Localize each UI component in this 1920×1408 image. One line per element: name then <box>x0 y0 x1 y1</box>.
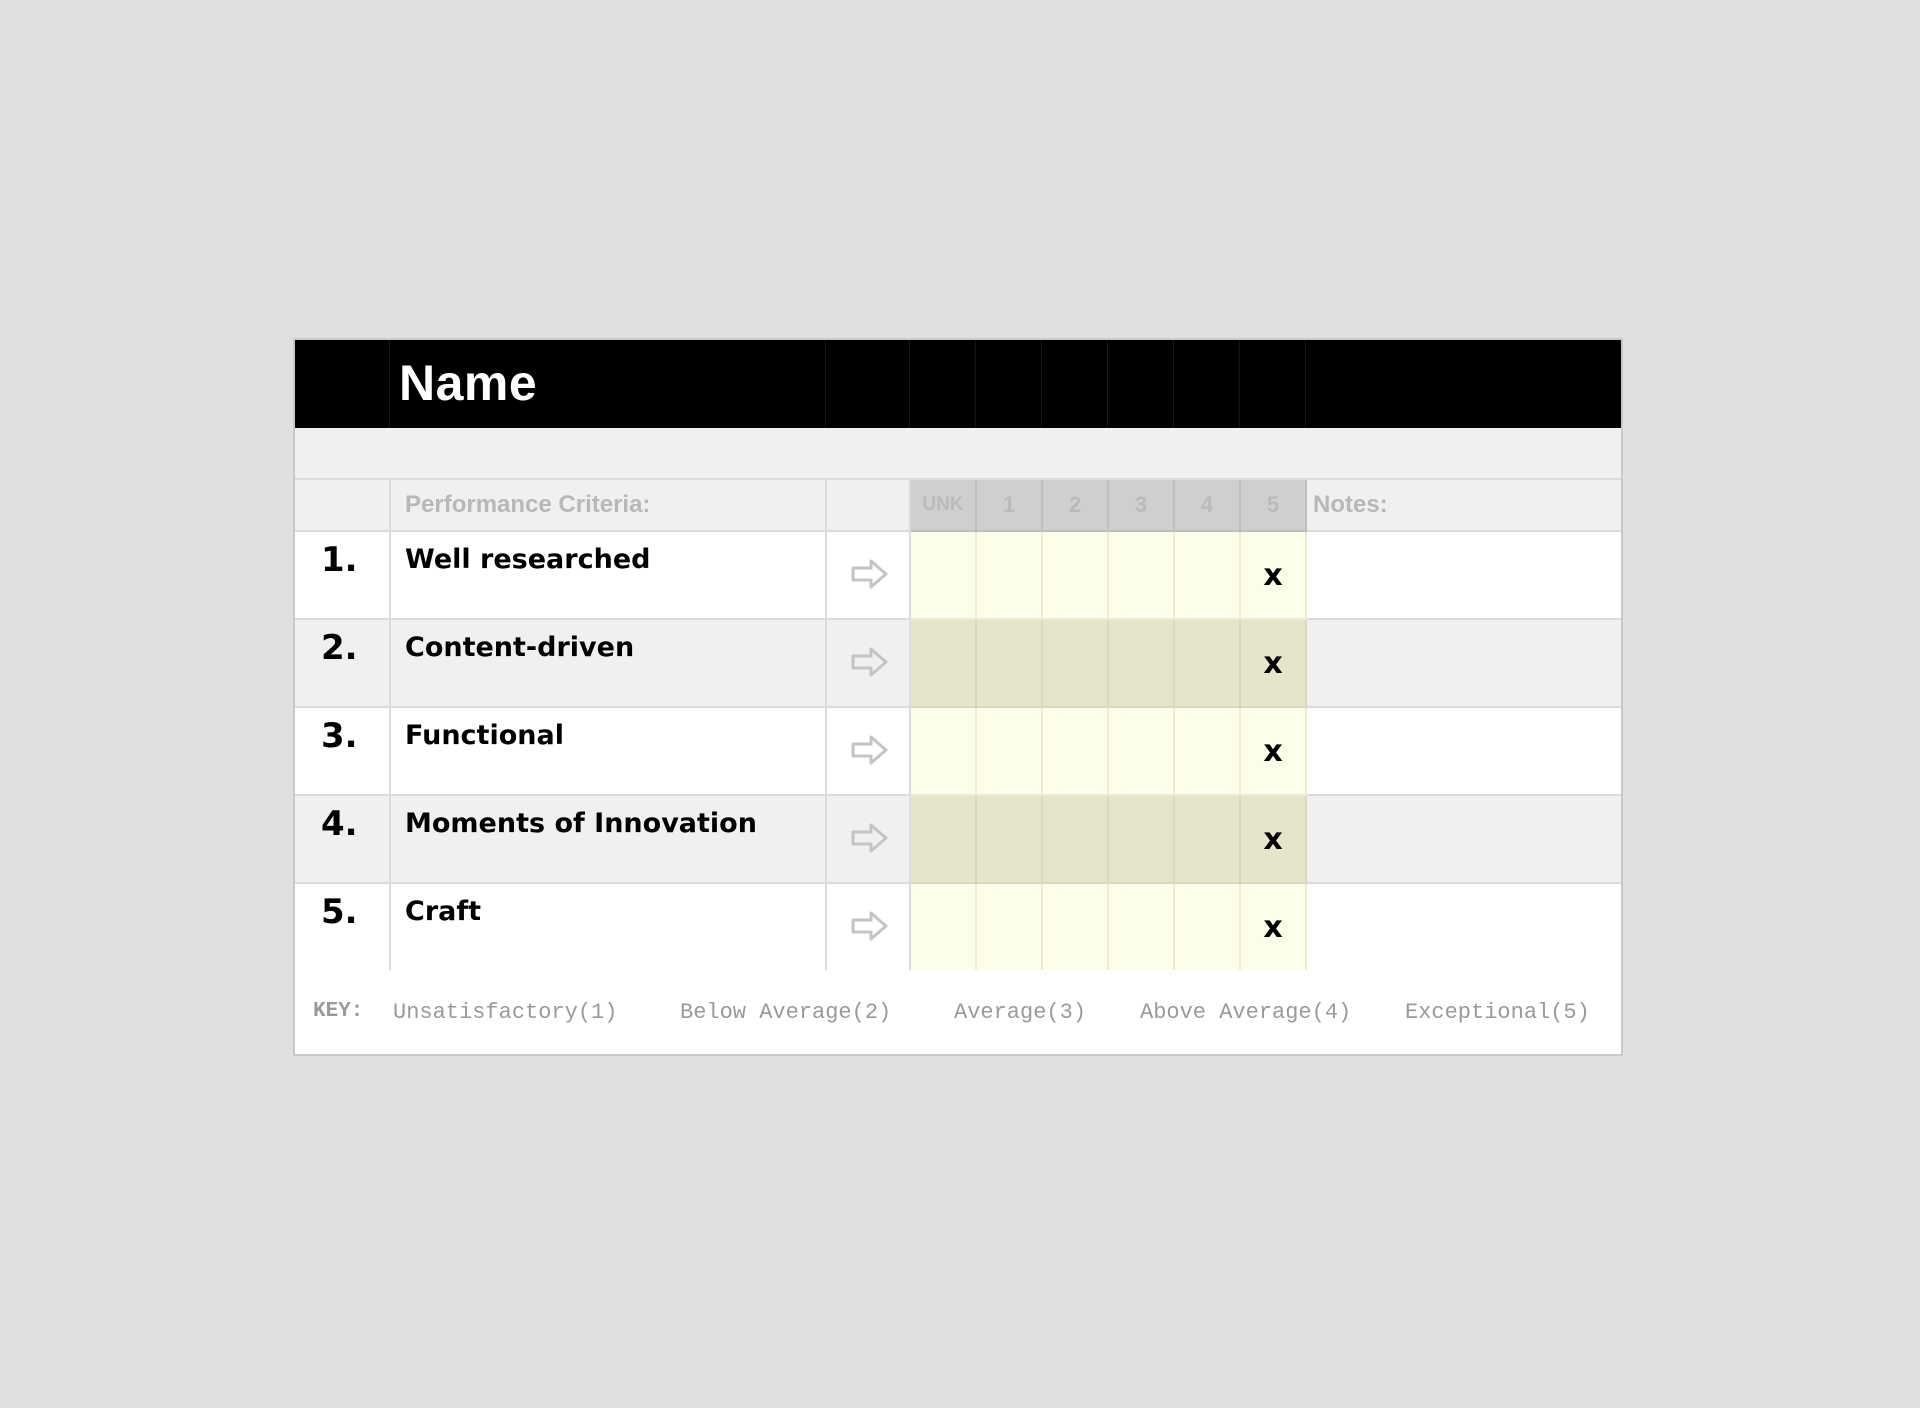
row-arrow-cell <box>827 884 911 972</box>
score-header-4: 4 <box>1175 480 1241 532</box>
score-cell-2[interactable] <box>1043 620 1109 708</box>
key-item-4: Above Average(4) <box>1140 1000 1352 1025</box>
row-arrow-cell <box>827 708 911 796</box>
score-cell-1[interactable] <box>977 532 1043 620</box>
score-cell-1[interactable] <box>977 708 1043 796</box>
score-cell-2[interactable] <box>1043 796 1109 884</box>
score-cell-4[interactable] <box>1175 620 1241 708</box>
name-title: Name <box>399 355 538 411</box>
criteria-header: Performance Criteria: <box>405 491 651 518</box>
score-cell-1[interactable] <box>977 620 1043 708</box>
key-item-2: Below Average(2) <box>680 1000 892 1025</box>
row-notes-cell[interactable] <box>1307 620 1623 708</box>
evaluation-card <box>293 338 1623 1056</box>
score-header-2: 2 <box>1043 480 1109 532</box>
row-number-cell <box>295 620 391 708</box>
score-cell-4[interactable] <box>1175 532 1241 620</box>
score-cell-2[interactable] <box>1043 884 1109 972</box>
row-arrow-cell <box>827 532 911 620</box>
score-cell-3[interactable] <box>1109 708 1175 796</box>
row-arrow-cell <box>827 620 911 708</box>
score-mark: x <box>1263 822 1283 857</box>
row-arrow-cell <box>827 796 911 884</box>
score-cell-5[interactable] <box>1241 620 1307 708</box>
right-arrow-icon <box>851 558 889 590</box>
key-legend <box>295 970 1623 1056</box>
score-cell-2[interactable] <box>1043 708 1109 796</box>
score-cell-1[interactable] <box>977 884 1043 972</box>
row-number-cell <box>295 532 391 620</box>
header-notes-cell <box>1307 480 1623 532</box>
row-criterion-cell <box>391 708 827 796</box>
row-criterion-cell <box>391 620 827 708</box>
score-cell-unk[interactable] <box>911 532 977 620</box>
score-cell-4[interactable] <box>1175 796 1241 884</box>
score-mark: x <box>1263 910 1283 945</box>
score-cell-1[interactable] <box>977 796 1043 884</box>
key-item-5: Exceptional(5) <box>1405 1000 1590 1025</box>
score-cell-4[interactable] <box>1175 884 1241 972</box>
row-number-cell <box>295 884 391 972</box>
score-cell-3[interactable] <box>1109 884 1175 972</box>
criterion-label: Craft <box>405 896 482 927</box>
key-item-3: Average(3) <box>954 1000 1087 1025</box>
score-mark: x <box>1263 558 1283 593</box>
score-cell-unk[interactable] <box>911 796 977 884</box>
row-criterion-cell <box>391 532 827 620</box>
score-header-unk: UNK <box>911 480 977 532</box>
notes-header: Notes: <box>1313 491 1388 518</box>
row-notes-cell[interactable] <box>1307 532 1623 620</box>
score-cell-5[interactable] <box>1241 708 1307 796</box>
criterion-label: Well researched <box>405 544 651 575</box>
score-mark: x <box>1263 734 1283 769</box>
row-notes-cell[interactable] <box>1307 708 1623 796</box>
spacer-row <box>295 428 1623 480</box>
score-cell-2[interactable] <box>1043 532 1109 620</box>
row-criterion-cell <box>391 796 827 884</box>
score-cell-unk[interactable] <box>911 708 977 796</box>
criterion-label: Content-driven <box>405 632 635 663</box>
score-cell-unk[interactable] <box>911 620 977 708</box>
row-notes-cell[interactable] <box>1307 796 1623 884</box>
score-cell-5[interactable] <box>1241 532 1307 620</box>
row-number: 5. <box>321 892 358 932</box>
row-number: 1. <box>321 540 358 580</box>
header-criteria-cell <box>391 480 827 532</box>
row-number: 3. <box>321 716 358 756</box>
row-criterion-cell <box>391 884 827 972</box>
header-arrow-cell <box>827 480 911 532</box>
right-arrow-icon <box>851 734 889 766</box>
row-number-cell <box>295 708 391 796</box>
row-number: 2. <box>321 628 358 668</box>
criterion-label: Moments of Innovation <box>405 808 757 839</box>
score-header-1: 1 <box>977 480 1043 532</box>
key-label: KEY: <box>313 1000 364 1023</box>
score-cell-4[interactable] <box>1175 708 1241 796</box>
right-arrow-icon <box>851 910 889 942</box>
score-header-3: 3 <box>1109 480 1175 532</box>
row-number-cell <box>295 796 391 884</box>
score-mark: x <box>1263 646 1283 681</box>
score-cell-5[interactable] <box>1241 884 1307 972</box>
row-number: 4. <box>321 804 358 844</box>
title-bar <box>295 340 1623 428</box>
score-header-5: 5 <box>1241 480 1307 532</box>
score-cell-3[interactable] <box>1109 532 1175 620</box>
score-cell-3[interactable] <box>1109 620 1175 708</box>
row-notes-cell[interactable] <box>1307 884 1623 972</box>
key-item-1: Unsatisfactory(1) <box>393 1000 618 1025</box>
right-arrow-icon <box>851 822 889 854</box>
header-number-cell <box>295 480 391 532</box>
score-cell-unk[interactable] <box>911 884 977 972</box>
score-cell-3[interactable] <box>1109 796 1175 884</box>
right-arrow-icon <box>851 646 889 678</box>
score-cell-5[interactable] <box>1241 796 1307 884</box>
criterion-label: Functional <box>405 720 564 751</box>
